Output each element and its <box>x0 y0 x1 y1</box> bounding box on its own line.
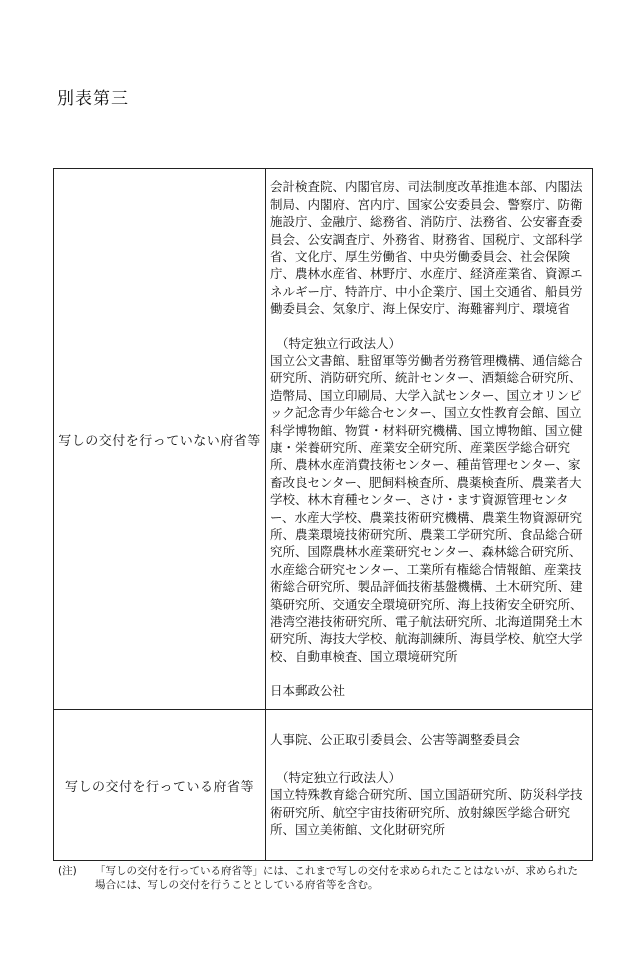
agency-list: 人事院、公正取引委員会、公害等調整委員会 <box>270 732 521 748</box>
table-row-not-issuing <box>54 169 593 710</box>
iai-heading: （特定独立行政法人） <box>276 335 402 351</box>
page-title: 別表第三 <box>57 89 129 109</box>
row-label-not-issuing: 写しの交付を行っていない府省等 <box>54 169 266 710</box>
iai-list: 国立公文書館、駐留軍等労働者労務管理機構、通信総合研究所、消防研究所、統計センター、酒類総合研究所、造幣局、国立印刷局、大学入試センター、国立オリンピック記念青少年総合センター、国立女性教育会館、国立科学博物館、物質・材料研究機構、国立博物館、国立健康・栄養研究所、産業安全研究所、産業医学総合研究所、農林水産消費技術センター、種苗管理センター、家畜改良センター、肥飼料検査所、農薬検査所、農業者大学校、林木育種センター、さけ・ます資源管理センター、水産大学校、農業技術研究機構、農業生物資源研究所、農業環境技術研究所、農業工学研究所、食品総合研究所、国際農林水産業研究センター、森林総合研究所、水産総合研究センター、工業所有権総合情報館、産業技術総合研究所、製品評価技術基盤機構、土木研究所、建築研究所、交通安全環境研究所、海上技術安全研究所、港湾空港技術研究所、電子航法研究所、北海道開発土木研究所、海技大学校、航海訓練所、海員学校、航空大学校、自動車検査、国立環境研究所 <box>270 352 583 664</box>
iai-list: 国立特殊教育総合研究所、国立国語研究所、防災科学技術研究所、航空宇宙技術研究所、放射線医学総合研究所、国立美術館、文化財研究所 <box>270 787 583 838</box>
japan-post-entry: 日本郵政公社 <box>270 683 346 699</box>
agency-table <box>53 168 593 861</box>
row-content-issuing <box>266 710 593 861</box>
footnote-text: 「写しの交付を行っている府省等」には、これまで写しの交付を求められたことはないが、求められた場合には、写しの交付を行うこととしている府省等を含む。 <box>95 865 578 891</box>
iai-heading: （特定独立行政法人） <box>276 769 402 785</box>
table-row-issuing <box>54 710 593 861</box>
row-content-not-issuing <box>266 169 593 710</box>
row-label-issuing: 写しの交付を行っている府省等 <box>54 710 266 861</box>
footnote-mark: (注) <box>58 865 77 877</box>
footnote <box>58 864 588 892</box>
agency-list: 会計検査院、内閣官房、司法制度改革推進本部、内閣法制局、内閣府、宮内庁、国家公安委員会、警察庁、防衛施設庁、金融庁、総務省、消防庁、法務省、公安審査委員会、公安調査庁、外務省、財務省、国税庁、文部科学省、文化庁、厚生労働省、中央労働委員会、社会保険庁、農林水産省、林野庁、水産庁、経済産業省、資源エネルギー庁、特許庁、中小企業庁、国土交通省、船員労働委員会、気象庁、海上保安庁、海難審判庁、環境省 <box>270 179 583 317</box>
